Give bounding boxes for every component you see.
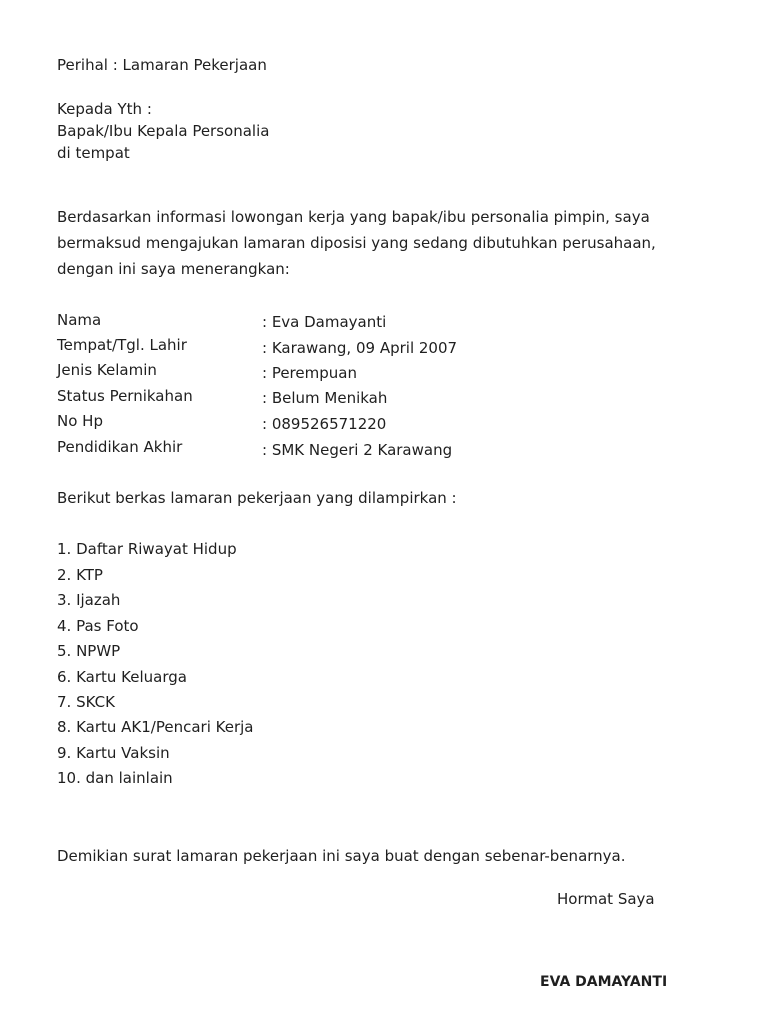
detail-label: Pendidikan Akhir xyxy=(57,438,183,456)
list-item: 6. Kartu Keluarga xyxy=(57,668,187,686)
intro-line: dengan ini saya menerangkan: xyxy=(57,260,290,278)
list-item: 8. Kartu AK1/Pencari Kerja xyxy=(57,718,254,736)
list-item: 7. SKCK xyxy=(57,693,115,711)
regards-text: Hormat Saya xyxy=(557,890,655,908)
attachments-intro: Berikut berkas lamaran pekerjaan yang dilampirkan : xyxy=(57,489,457,507)
detail-value: : Karawang, 09 April 2007 xyxy=(262,339,458,357)
signature-name: EVA DAMAYANTI xyxy=(540,974,668,990)
detail-label: No Hp xyxy=(57,412,103,430)
detail-value: : Perempuan xyxy=(262,364,357,382)
list-item: 1. Daftar Riwayat Hidup xyxy=(57,540,237,558)
list-item: 5. NPWP xyxy=(57,642,121,660)
detail-label: Jenis Kelamin xyxy=(57,361,157,379)
list-item: 2. KTP xyxy=(57,566,103,584)
recipient-greeting: Kepada Yth : xyxy=(57,100,152,118)
closing-statement: Demikian surat lamaran pekerjaan ini saya buat dengan sebenar-benarnya. xyxy=(57,847,626,865)
recipient-title: Bapak/Ibu Kepala Personalia xyxy=(57,122,270,140)
intro-line: Berdasarkan informasi lowongan kerja yang bapak/ibu personalia pimpin, saya xyxy=(57,208,650,226)
list-item: 3. Ijazah xyxy=(57,591,121,609)
detail-value: : Eva Damayanti xyxy=(262,313,387,331)
list-item: 4. Pas Foto xyxy=(57,617,139,635)
intro-line: bermaksud mengajukan lamaran diposisi yang sedang dibutuhkan perusahaan, xyxy=(57,234,656,252)
detail-label: Nama xyxy=(57,311,102,329)
recipient-place: di tempat xyxy=(57,144,130,162)
list-item: 9. Kartu Vaksin xyxy=(57,744,170,762)
detail-value: : 089526571220 xyxy=(262,415,387,433)
subject-line: Perihal : Lamaran Pekerjaan xyxy=(57,56,267,74)
detail-label: Status Pernikahan xyxy=(57,387,193,405)
detail-value: : Belum Menikah xyxy=(262,389,388,407)
list-item: 10. dan lainlain xyxy=(57,769,173,787)
detail-value: : SMK Negeri 2 Karawang xyxy=(262,441,453,459)
detail-label: Tempat/Tgl. Lahir xyxy=(57,336,187,354)
